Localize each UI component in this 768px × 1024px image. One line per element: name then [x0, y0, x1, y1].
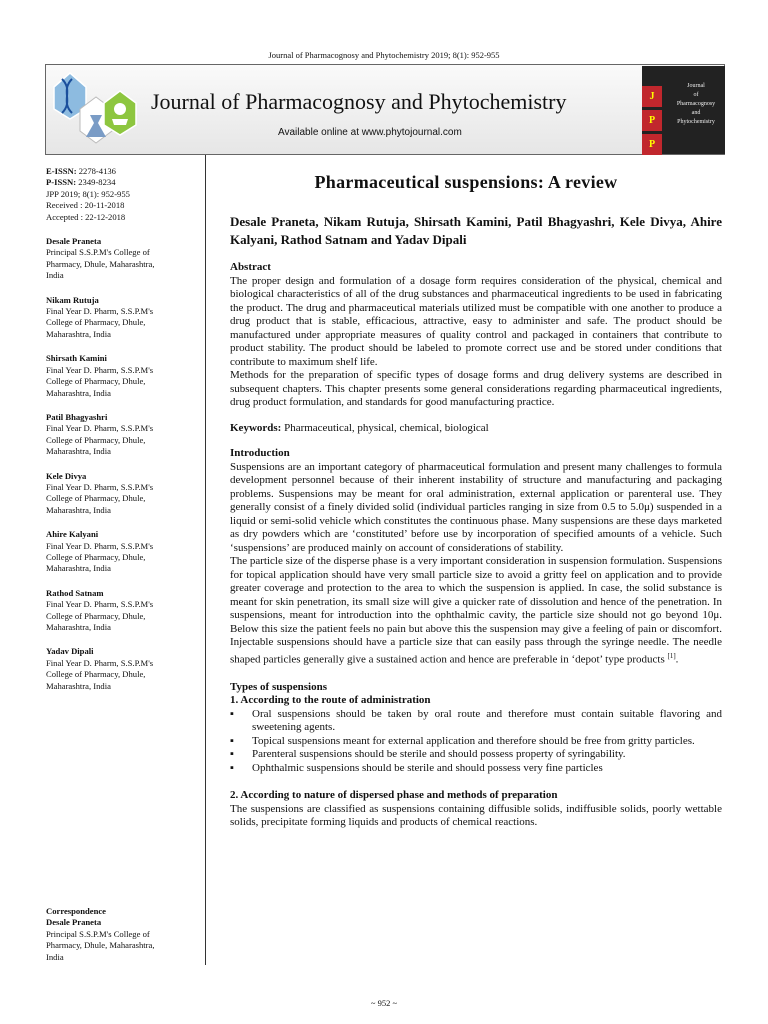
- journal-banner: [45, 64, 725, 155]
- correspondence-line: India: [46, 951, 64, 962]
- journal-title: Journal of Pharmacognosy and Phytochemistry: [151, 89, 567, 114]
- affiliation-name: Desale Praneta: [46, 236, 102, 247]
- article-title: Pharmaceutical suspensions: A review: [314, 172, 618, 192]
- affiliation-line: College of Pharmacy, Dhule,: [46, 376, 146, 387]
- abstract-paragraph: The proper design and formulation of a dosage form requires consideration of the physical, chemical and biological characteristics of all of the drug substances and pharmaceutical ingredients to be used in fabricating the product. The drug and pharmaceutical materials utilized must be compatible with one another to produce a drug product that is stable, efficacious, attractive, easy to administer and safe. The product should be manufactured under appropriate measures of quality control and packaged in containers that contribute to product stability. The product should be labeled to promote correct use and be stored under conditions that contribute to maximum shelf life.: [230, 274, 722, 368]
- affiliation-name: Kele Divya: [46, 470, 87, 481]
- keywords-label: Keywords:: [230, 421, 282, 434]
- list-item: ▪ Ophthalmic suspensions should be sterile and should possess very fine particles: [252, 762, 722, 776]
- badge-line: of: [693, 92, 699, 98]
- jpp-citation: JPP 2019; 8(1): 952-955: [46, 188, 130, 199]
- badge-line: Journal: [687, 83, 705, 89]
- affiliation-name: Ahire Kalyani: [46, 529, 99, 540]
- running-header: Journal of Pharmacognosy and Phytochemistry 2019; 8(1): 952-955: [268, 50, 500, 60]
- affiliation-line: College of Pharmacy, Dhule,: [46, 434, 146, 445]
- affiliation-line: Maharashtra, India: [46, 328, 111, 339]
- affiliation-line: College of Pharmacy, Dhule,: [46, 493, 146, 504]
- badge-line: Phytochemistry: [677, 119, 715, 125]
- citation-link[interactable]: [1]: [667, 651, 676, 660]
- journal-logo-icon: [50, 69, 142, 151]
- affiliation-line: Final Year D. Pharm, S.S.P.M's: [46, 599, 154, 610]
- list-item: ▪ Parenteral suspensions should be sterile and should possess property of syringability.: [252, 748, 722, 762]
- affiliation-line: Maharashtra, India: [46, 680, 111, 691]
- article-body: [230, 261, 722, 830]
- affiliation-line: Final Year D. Pharm, S.S.P.M's: [46, 364, 154, 375]
- paragraph-text: The particle size of the disperse phase is a very important consideration in suspension formulation. Suspensions for topical application should have very small particle size to avoid a gritty feel on application and to provide greater coverage and protection to the area to which the suspension is applied. In case, the solid substance is meant for skin penetration, its small size will give a quicker rate of dissolution and hence of the penetration. In suspensions, meant for introduction into the ophthalmic cavity, the particle size should not go beyond 10μ. Below this size the patient feels no pain but above this the suspension may give a feeling of pain or discomfort. Injectable suspensions should have a particle size that can easily pass through the syringe needle. The needle shaped particles generally give a sustained action and hence are preferable in ‘depot’ type products: [230, 555, 722, 666]
- affiliation: [46, 529, 201, 575]
- pissn-label: P-ISSN:: [46, 177, 77, 188]
- eissn: [46, 166, 201, 177]
- affiliation-line: Maharashtra, India: [46, 563, 111, 574]
- article-meta: [46, 166, 201, 223]
- affiliation-name: Yadav Dipali: [46, 646, 94, 657]
- journal-website: Available online at www.phytojournal.com: [278, 127, 462, 138]
- affiliation-line: Maharashtra, India: [46, 622, 111, 632]
- affiliation-line: Final Year D. Pharm, S.S.P.M's: [46, 306, 154, 317]
- introduction-paragraph: Suspensions are an important category of pharmaceutical formulation and present many challenges to formula development personnel because of their inherent instability of structure and manufacturing and packaging problems. Suspensions may be meant for oral administration, external application or parenteral use. They generally consist of a finely divided solid (individual particles ranging in size from 0.5 to 5.0μ) suspended in a liquid or semi-solid vehicle which constitutes the continuous phase. Many suspensions are these days marketed as dry powders which are ‘constituted’ before use by incorporation of specified amounts of a vehicle. Such ‘suspensions’ are produced mainly on account of considerations of stability.: [230, 460, 722, 554]
- affiliation: [46, 236, 201, 282]
- correspondence-name: Desale Praneta: [46, 917, 102, 928]
- page-number: ~ 952 ~: [370, 998, 398, 1008]
- badge-letter: P: [642, 110, 662, 131]
- eissn-label: E-ISSN:: [46, 166, 77, 176]
- pissn: [46, 177, 201, 188]
- introduction-paragraph: The particle size of the disperse phase is a very important consideration in suspension formulation. Suspensions for topical application should have very small particle size to avoid a gritty feel on application and to provide greater coverage and protection to the area to which the suspension is applied. In case, the solid substance is meant for skin penetration, its small size will give a quicker rate of dissolution and hence of the penetration. In suspensions, meant for introduction into the ophthalmic cavity, the particle size should not go beyond 10μ. Below this size the patient feels no pain but above this the suspension may give a feeling of pain or discomfort. Injectable suspensions should have a particle size that can easily pass through the syringe needle. The needle shaped particles generally give a sustained action and hence are preferable in ‘depot’ type products [1].: [230, 555, 722, 666]
- badge-letter: J: [642, 86, 662, 107]
- badge-line: Pharmacognosy: [676, 101, 716, 107]
- affiliation: [46, 295, 201, 341]
- correspondence-line: Principal S.S.P.M's College of: [46, 928, 150, 939]
- badge-letter: P: [642, 134, 662, 155]
- column-divider: [205, 155, 206, 965]
- affiliation: [46, 412, 201, 458]
- affiliation-line: College of Pharmacy, Dhule,: [46, 610, 146, 621]
- affiliation: [46, 588, 201, 634]
- affiliation-line: Principal S.S.P.M's College of: [46, 247, 150, 258]
- article-main: [230, 172, 722, 830]
- affiliation: [46, 353, 201, 399]
- badge-text: [668, 82, 724, 127]
- affiliation-line: College of Pharmacy, Dhule,: [46, 551, 146, 562]
- affiliation-name: Patil Bhagyashri: [46, 411, 108, 422]
- keywords-value: Pharmaceutical, physical, chemical, biological: [284, 421, 489, 434]
- journal-badge: [642, 66, 725, 154]
- route-list: [230, 708, 722, 776]
- affiliation-name: Rathod Satnam: [46, 587, 104, 598]
- correspondence-label: Correspondence: [46, 906, 106, 916]
- accepted-date: Accepted : 22-12-2018: [46, 211, 126, 222]
- abstract-paragraph: Methods for the preparation of specific types of dosage forms and drug delivery systems are described in subsequent chapters. This chapter presents some general considerations regarding pharmaceutical ingredients, drug product formulation, and standards for good manufacturing practice.: [230, 369, 722, 408]
- affiliation-line: Final Year D. Pharm, S.S.P.M's: [46, 657, 154, 668]
- nature-paragraph: The suspensions are classified as suspensions containing diffusible solids, indiffusible solids, poorly wettable solids, precipitate forming liquids and products of chemical reactions.: [230, 802, 722, 829]
- affiliation-line: Maharashtra, India: [46, 387, 111, 398]
- affiliation-line: India: [46, 270, 64, 281]
- affiliation-line: Pharmacy, Dhule, Maharashtra,: [46, 258, 155, 269]
- affiliation-line: Maharashtra, India: [46, 504, 111, 515]
- correspondence: [46, 906, 201, 963]
- affiliation-list: [46, 236, 201, 692]
- affiliation-line: College of Pharmacy, Dhule,: [46, 669, 146, 680]
- received-date: Received : 20-11-2018: [46, 200, 125, 211]
- left-sidebar: [46, 166, 201, 692]
- affiliation-line: Final Year D. Pharm, S.S.P.M's: [46, 481, 154, 492]
- route-heading: 1. According to the route of administration: [230, 694, 431, 707]
- affiliation: [46, 471, 201, 517]
- types-heading: Types of suspensions: [230, 680, 327, 693]
- introduction-heading: Introduction: [230, 447, 290, 459]
- list-item: ▪ Topical suspensions meant for external application and therefore should be free from gritty particles.: [252, 735, 722, 749]
- affiliation: [46, 646, 201, 692]
- list-item: ▪ Oral suspensions should be taken by oral route and therefore must contain suitable flavoring and sweetening agents.: [252, 708, 722, 735]
- affiliation-name: Nikam Rutuja: [46, 294, 99, 305]
- badge-line: and: [691, 110, 701, 116]
- affiliation-line: College of Pharmacy, Dhule,: [46, 317, 146, 328]
- affiliation-line: Final Year D. Pharm, S.S.P.M's: [46, 423, 154, 434]
- correspondence-line: Pharmacy, Dhule, Maharashtra,: [46, 940, 155, 951]
- nature-heading: 2. According to nature of dispersed phase and methods of preparation: [230, 789, 558, 802]
- affiliation-name: Shirsath Kamini: [46, 353, 107, 364]
- pissn-value: 2349-8234: [78, 177, 116, 188]
- affiliation-line: Maharashtra, India: [46, 446, 111, 457]
- author-list: Desale Praneta, Nikam Rutuja, Shirsath Kamini, Patil Bhagyashri, Kele Divya, Ahire Kalyani, Rathod Satnam and Yadav Dipali: [230, 214, 722, 247]
- abstract-heading: Abstract: [230, 261, 271, 273]
- affiliation-line: Final Year D. Pharm, S.S.P.M's: [46, 540, 154, 551]
- keywords: [230, 422, 722, 436]
- eissn-value: 2278-4136: [78, 166, 116, 176]
